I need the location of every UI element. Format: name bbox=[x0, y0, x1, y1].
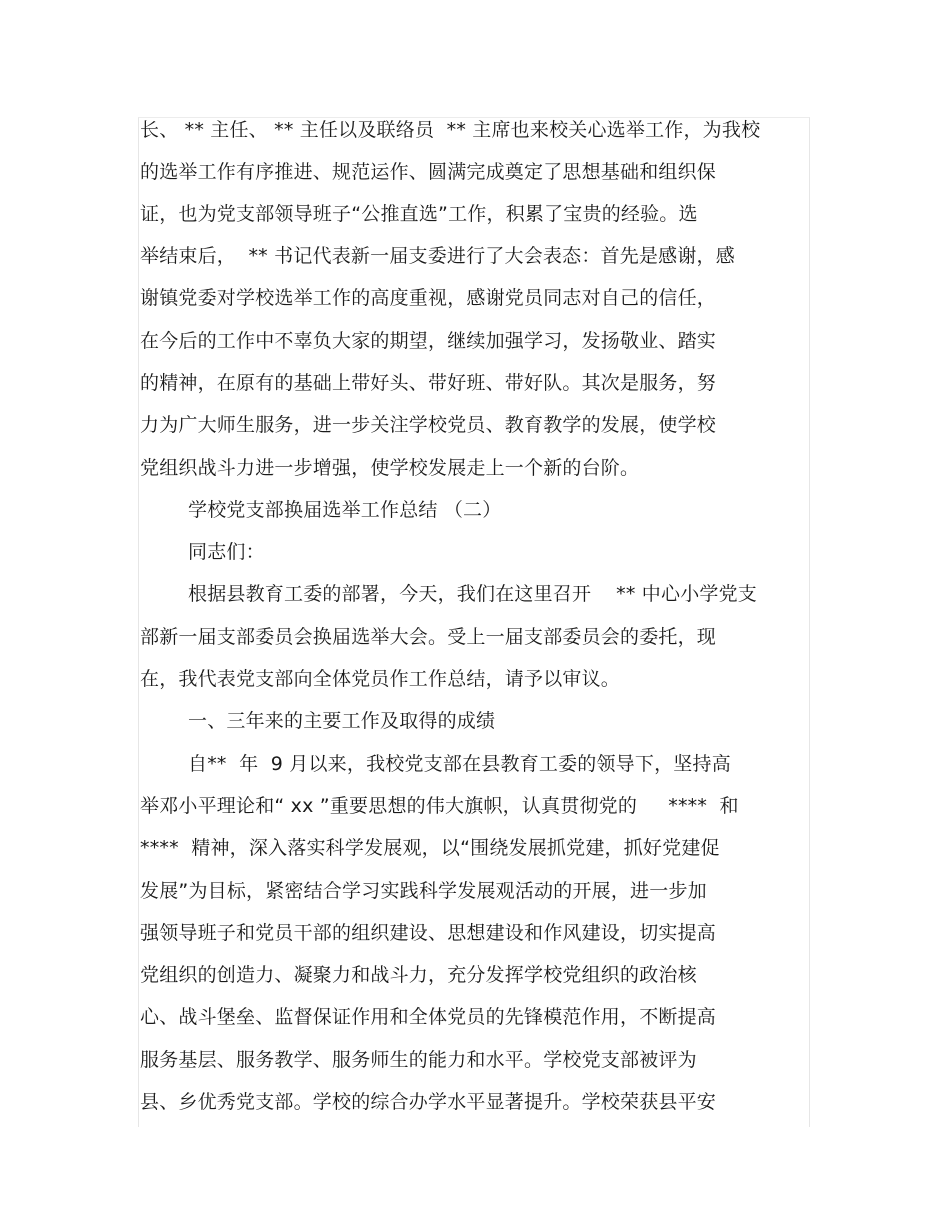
body-line: 党组织的创造力、凝聚力和战斗力，充分发挥学校党组织的政治核 bbox=[140, 964, 697, 986]
body-line: 根据县教育工委的部署，今天，我们在这里召开 ** 中心小学党支 bbox=[188, 583, 757, 605]
body-line: 党组织战斗力进一步增强，使学校发展走上一个新的台阶。 bbox=[140, 457, 640, 479]
body-line: **** 精神，深入落实科学发展观，以“围绕发展抓党建，抓好党建促 bbox=[140, 837, 720, 859]
body-line: 谢镇党委对学校选举工作的高度重视，感谢党员同志对自己的信任， bbox=[140, 287, 717, 309]
section-heading: 学校党支部换届选举工作总结 （二） bbox=[188, 499, 502, 521]
body-line: 的选举工作有序推进、规范运作、圆满完成奠定了思想基础和组织保 bbox=[140, 161, 717, 183]
body-line: 的精神，在原有的基础上带好头、带好班、带好队。其次是服务，努 bbox=[140, 372, 717, 394]
body-line: 心、战斗堡垒、监督保证作用和全体党员的先锋模范作用，不断提高 bbox=[140, 1006, 717, 1028]
body-line: 在今后的工作中不辜负大家的期望，继续加强学习，发扬敬业、踏实 bbox=[140, 330, 717, 352]
body-line: 发展”为目标，紧密结合学习实践科学发展观活动的开展，进一步加 bbox=[140, 880, 707, 902]
body-line: 举邓小平理论和“ xx ”重要思想的伟大旗帜，认真贯彻党的 **** 和 bbox=[140, 795, 739, 817]
body-line: 部新一届支部委员会换届选举大会。受上一届支部委员会的委托，现 bbox=[140, 626, 717, 648]
body-line: 举结束后， ** 书记代表新一届支委进行了大会表态：首先是感谢，感 bbox=[140, 245, 735, 267]
body-line: 证，也为党支部领导班子“公推直选”工作，积累了宝贵的经验。选 bbox=[140, 203, 698, 225]
body-line: 自** 年 9 月以来，我校党支部在县教育工委的领导下，坚持高 bbox=[188, 753, 731, 775]
body-line: 服务基层、服务教学、服务师生的能力和水平。学校党支部被评为 bbox=[140, 1049, 697, 1071]
body-line: 在，我代表党支部向全体党员作工作总结，请予以审议。 bbox=[140, 668, 621, 690]
body-line: 长、 ** 主任、 ** 主任以及联络员 ** 主席也来校关心选举工作，为我校 bbox=[140, 119, 761, 141]
salutation: 同志们： bbox=[188, 541, 265, 563]
subsection-heading: 一、三年来的主要工作及取得的成绩 bbox=[188, 710, 496, 732]
body-line: 强领导班子和党员干部的组织建设、思想建设和作风建设，切实提高 bbox=[140, 922, 717, 944]
body-line: 县、乡优秀党支部。学校的综合办学水平显著提升。学校荣获县平安 bbox=[140, 1091, 717, 1113]
body-line: 力为广大师生服务，进一步关注学校党员、教育教学的发展，使学校 bbox=[140, 414, 717, 436]
